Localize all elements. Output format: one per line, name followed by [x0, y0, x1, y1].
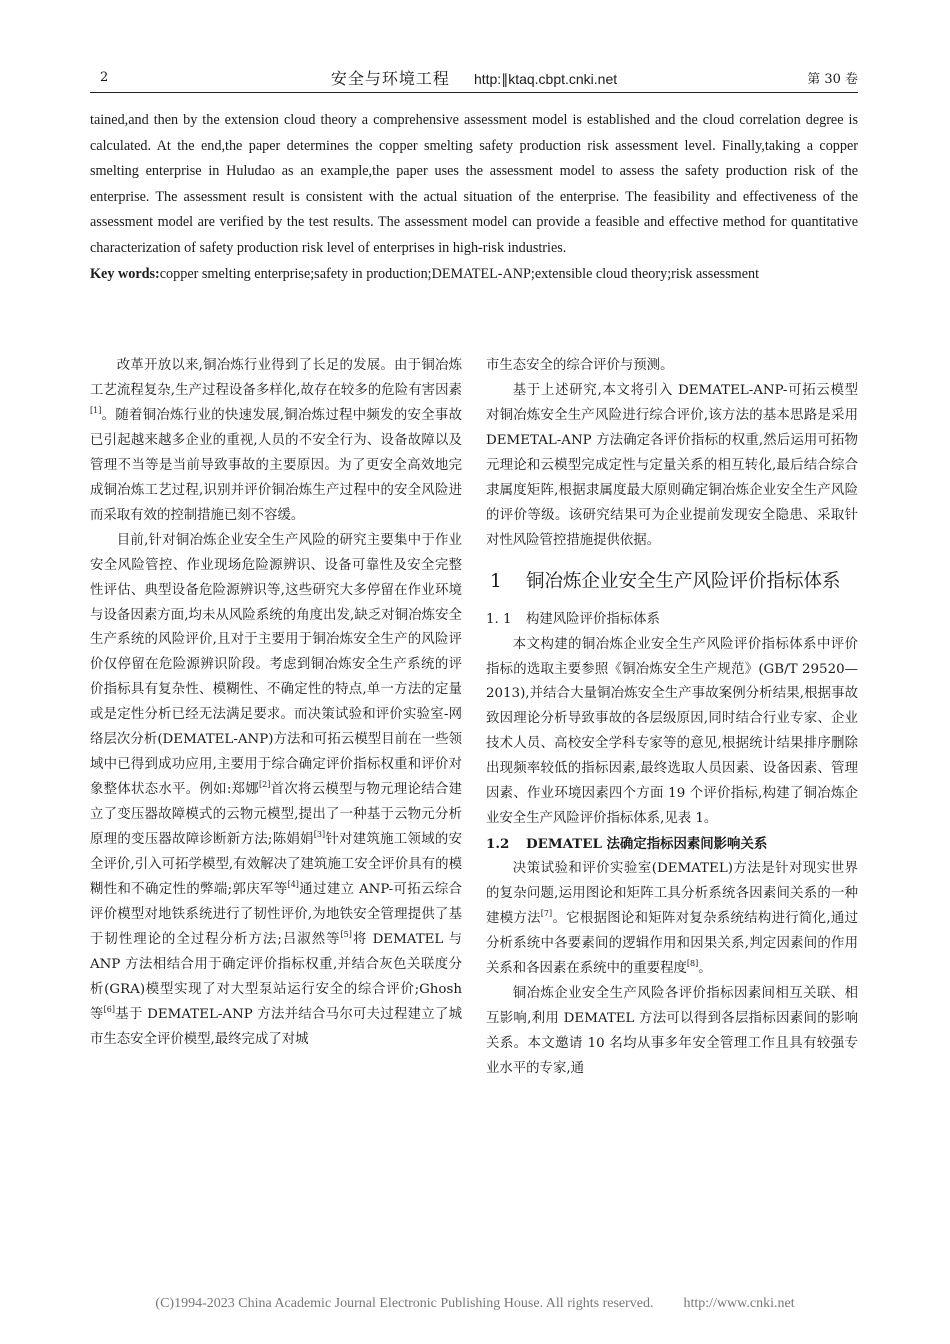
page-header	[90, 62, 858, 93]
citation-2: [2]	[259, 780, 271, 790]
paragraph-literature: 目前,针对铜冶炼企业安全生产风险的研究主要集中于作业安全风险管控、作业现场危险源辨识、设备可靠性及安全完整性评估、典型设备危险源辨识等,这些研究大多停留在作业环境与设备因素方面,均未从风险系统的角度出发,缺乏对铜冶炼安全生产系统的风险评价,且对于主要用于铜冶炼安全生产的风险评价仅停留在危险源辨识阶段。考虑到铜冶炼安全生产系统的评价指标具有复杂性、模糊性、不确定性的特点,单一方法的定量或是定性分析已经无法满足要求。而决策试验和评价实验室-网络层次分析(DEMATEL-ANP)方法和可拓云模型目前在一些领域中已得到成功应用,主要用于综合确定评价指标权重和评价对象整体状态水平。例如:郑娜[2]首次将云模型与物元理论结合建立了变压器故障模式的云物元模型,提出了一种基于云物元分析原理的变压器故障诊断新方法;陈娟娟[3]针对建筑施工领域的安全评价,引入可拓学模型,有效解决了建筑施工安全评价具有的模糊性和不确定性的弊端;郭庆军等[4]通过建立 ANP-可拓云综合评价模型对地铁系统进行了韧性评价,为地铁安全管理提供了基于韧性理论的全过程分析方法;吕淑然等[5]将 DEMATEL 与 ANP 方法相结合用于确定评价指标权重,并结合灰色关联度分析(GRA)模型实现了对大型泵站运行安全的综合评价;Ghosh 等[6]基于 DEMATEL-ANP 方法并结合马尔可夫过程建立了城市生态安全评价模型,最终完成了对城	[90, 532, 463, 1047]
page-footer	[0, 1296, 950, 1312]
volume-label: 第 30 卷	[807, 72, 858, 87]
subsection-heading-1-2	[486, 832, 858, 857]
citation-6: [6]	[103, 1004, 116, 1014]
english-abstract	[90, 108, 858, 287]
citation-1: [1]	[90, 405, 102, 415]
page-number: 2	[100, 70, 109, 85]
subsection-number: 1.2	[486, 836, 510, 853]
right-column	[486, 354, 858, 1082]
running-head	[90, 66, 858, 89]
subsection-title: 构建风险评价指标体系	[526, 611, 660, 627]
paragraph-experts: 铜冶炼企业安全生产风险各评价指标因素间相互关联、相互影响,利用 DEMATEL 方法可以得到各层指标因素间的影响关系。本文邀请 10 名均从事多年安全管理工作且具有较强专业水平的专家,通	[486, 985, 858, 1076]
section-heading-1	[486, 566, 858, 598]
keywords-text: copper smelting enterprise;safety in production;DEMATEL-ANP;extensible cloud theory;risk assessment	[159, 265, 760, 282]
footer-url: http://www.cnki.net	[683, 1296, 795, 1311]
left-column	[90, 354, 462, 1053]
section-title: 铜冶炼企业安全生产风险评价指标体系	[526, 570, 841, 592]
subsection-title: DEMATEL 法确定指标因素间影响关系	[526, 836, 768, 853]
subsection-number: 1. 1	[486, 611, 512, 627]
citation-3: [3]	[313, 830, 326, 840]
citation-5: [5]	[340, 929, 352, 939]
keywords	[90, 262, 858, 288]
abstract-continuation: tained,and then by the extension cloud theory a comprehensive assessment model is established and the cloud correlation degree is calculated. At the end,the paper determines the copper smelting safety production risk assessment level. Finally,taking a copper smelting enterprise in Huludao as an example,the paper uses the assessment model to assess the safety production risk of the enterprise. The assessment result is consistent with the actual situation of the enterprise. The feasibility and effectiveness of the assessment model are verified by the test results. The assessment model can provide a feasible and effective method for quantitative characterization of safety production risk level of enterprises in high-risk industries.	[90, 112, 858, 256]
paragraph-index-system: 本文构建的铜冶炼企业安全生产风险评价指标体系中评价指标的选取主要参照《铜冶炼安全生产规范》(GB/T 29520—2013),并结合大量铜冶炼安全生产事故案例分析结果,根据事故致因理论分析导致事故的各层级原因,同时结合行业专家、企业技术人员、高校安全学科专家等的意见,根据统计结果排序删除出现频率较低的指标因素,最终选取人员因素、设备因素、管理因素、作业环境因素四个方面 19 个评价指标,构建了铜冶炼企业安全生产风险评价指标体系,见表 1。	[486, 636, 858, 827]
paragraph-dematel: 决策试验和评价实验室(DEMATEL)方法是针对现实世界的复杂问题,运用图论和矩阵工具分析系统各因素间关系的一种建模方法[7]。它根据图论和矩阵对复杂系统结构进行简化,通过分析系统中各要素间的逻辑作用和因果关系,判定因素间的作用关系和各因素在系统中的重要程度[8]。	[486, 861, 859, 976]
journal-url: http:∥ktaq.cbpt.cnki.net	[473, 71, 618, 87]
journal-title: 安全与环境工程	[330, 69, 450, 88]
copyright-notice: (C)1994-2023 China Academic Journal Electronic Publishing House. All rights reserved.	[155, 1296, 654, 1311]
subsection-heading-1-1	[486, 608, 858, 633]
paragraph-intro: 改革开放以来,铜冶炼行业得到了长足的发展。由于铜冶炼工艺流程复杂,生产过程设备多样化,故存在较多的危险有害因素[1]。随着铜冶炼行业的快速发展,铜冶炼过程中频发的安全事故已引起越来越多企业的重视,人员的不安全行为、设备故障以及管理不当等是当前导致事故的主要原因。为了更安全高效地完成铜冶炼工艺过程,识别并评价铜冶炼生产过程中的安全风险进而采取有效的控制措施已刻不容缓。	[90, 358, 462, 523]
paragraph-approach: 基于上述研究,本文将引入 DEMATEL-ANP-可拓云模型对铜冶炼安全生产风险进行综合评价,该方法的基本思路是采用 DEMETAL-ANP 方法确定各评价指标的权重,然后运用可拓物元理论和云模型完成定性与定量关系的相互转化,最后结合综合隶属度矩阵,根据隶属度最大原则确定铜冶炼企业安全生产风险的评价等级。该研究结果可为企业提前发现安全隐患、采取针对性风险管控措施提供依据。	[486, 382, 858, 548]
keywords-label: Key words:	[90, 265, 160, 282]
citation-4: [4]	[287, 880, 299, 890]
paragraph-continuation: 市生态安全的综合评价与预测。	[486, 358, 674, 373]
section-number: 1	[490, 570, 502, 592]
citation-8: [8]	[686, 958, 699, 968]
citation-7: [7]	[540, 909, 553, 919]
